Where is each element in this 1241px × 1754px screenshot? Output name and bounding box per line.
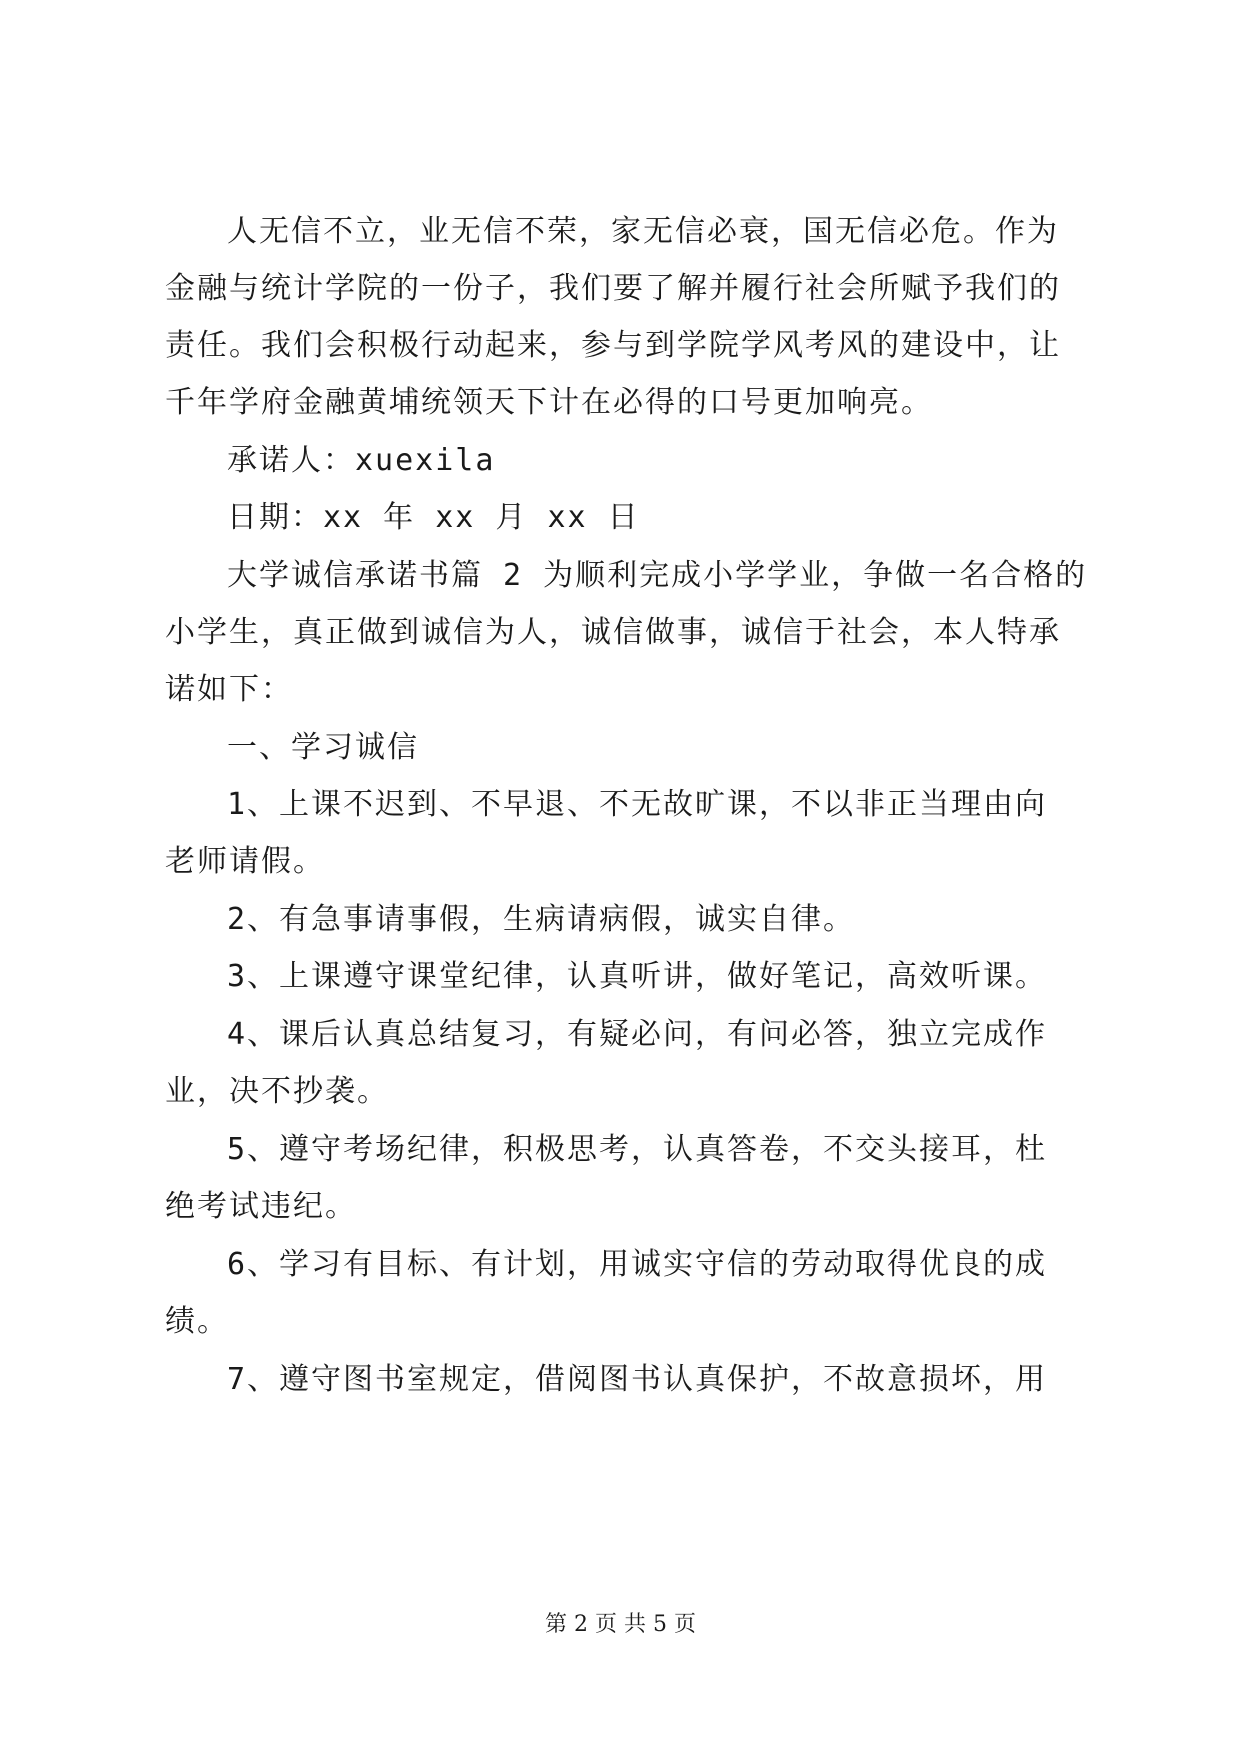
section-heading: 一、学习诚信 bbox=[227, 730, 419, 765]
item-4-line-1: 4、课后认真总结复习，有疑必问，有问必答，独立完成作 bbox=[227, 1017, 1048, 1052]
item-6-line-1: 6、学习有目标、有计划，用诚实守信的劳动取得优良的成 bbox=[227, 1247, 1048, 1282]
paragraph-1-line-4: 千年学府金融黄埔统领天下计在必得的口号更加响亮。 bbox=[165, 385, 933, 420]
item-4-line-2: 业，决不抄袭。 bbox=[165, 1074, 389, 1109]
item-2: 2、有急事请事假，生病请病假，诚实自律。 bbox=[227, 902, 856, 937]
item-3: 3、上课遵守课堂纪律，认真听讲，做好笔记，高效听课。 bbox=[227, 959, 1048, 994]
paragraph-2-line-1: 大学诚信承诺书篇 2 为顺利完成小学学业，争做一名合格的 bbox=[227, 558, 1088, 593]
paragraph-1-line-3: 责任。我们会积极行动起来，参与到学院学风考风的建设中，让 bbox=[165, 328, 1061, 363]
item-6-line-2: 绩。 bbox=[165, 1304, 229, 1339]
paragraph-2-line-2: 小学生，真正做到诚信为人，诚信做事，诚信于社会，本人特承 bbox=[165, 615, 1061, 650]
item-1-line-1: 1、上课不迟到、不早退、不无故旷课，不以非正当理由向 bbox=[227, 787, 1048, 822]
paragraph-1-line-1: 人无信不立，业无信不荣，家无信必衰，国无信必危。作为 bbox=[227, 214, 1059, 249]
item-7-line-1: 7、遵守图书室规定，借阅图书认真保护，不故意损坏，用 bbox=[227, 1362, 1048, 1397]
page-footer: 第 2 页 共 5 页 bbox=[545, 1612, 696, 1637]
paragraph-2-line-3: 诺如下： bbox=[165, 672, 293, 707]
paragraph-1-line-2: 金融与统计学院的一份子，我们要了解并履行社会所赋予我们的 bbox=[165, 271, 1061, 306]
item-1-line-2: 老师请假。 bbox=[165, 844, 325, 879]
item-5-line-2: 绝考试违纪。 bbox=[165, 1189, 357, 1224]
promisor-line: 承诺人：xuexila bbox=[227, 443, 496, 478]
date-line: 日期：xx 年 xx 月 xx 日 bbox=[227, 500, 640, 535]
item-5-line-1: 5、遵守考场纪律，积极思考，认真答卷，不交头接耳，杜 bbox=[227, 1132, 1048, 1167]
